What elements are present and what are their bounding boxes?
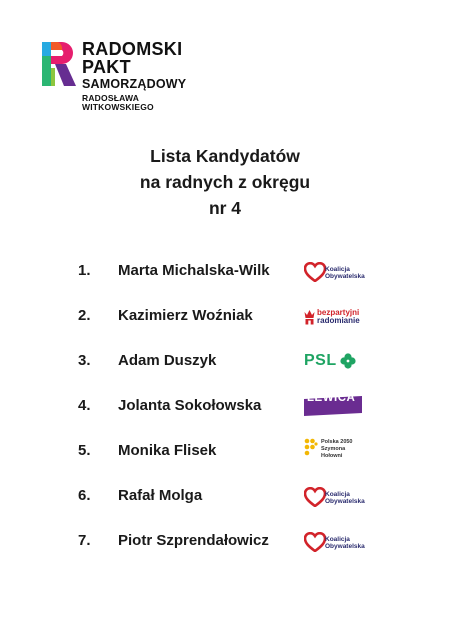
party-logo-psl — [304, 344, 384, 380]
page-title — [0, 143, 450, 221]
party-line-1: Koalicja — [325, 266, 350, 273]
candidate-number: 3. — [78, 352, 91, 369]
logo-line-radoslawa: RADOSŁAWA — [82, 92, 140, 103]
candidate-name: Marta Michalska-Wilk — [118, 262, 270, 279]
candidate-name: Monika Flisek — [118, 442, 217, 459]
party-line-1: Koalicja — [325, 536, 350, 543]
logo-line-witkowskiego: WITKOWSKIEGO — [82, 102, 154, 112]
clover-icon — [340, 353, 356, 369]
candidate-row — [0, 299, 450, 335]
logo-line-radomski: RADOMSKI — [82, 39, 183, 59]
candidate-number: 7. — [78, 532, 91, 549]
lewica-label: LEWICA — [307, 392, 356, 404]
party-line-2: Szymona — [321, 446, 346, 452]
candidate-name: Adam Duszyk — [118, 352, 217, 369]
candidate-row — [0, 344, 450, 380]
candidate-name: Kazimierz Woźniak — [118, 307, 253, 324]
party-logo-lewica — [304, 389, 384, 425]
logo-text — [82, 40, 186, 112]
radomski-pakt-logo — [42, 40, 242, 110]
heart-icon — [304, 487, 326, 507]
party-line-2: radomianie — [317, 316, 360, 325]
party-logo-ko — [304, 479, 384, 515]
party-line-1: bezpartyjni — [317, 308, 360, 317]
dots-icon — [304, 438, 318, 456]
candidate-number: 5. — [78, 442, 91, 459]
candidate-row — [0, 389, 450, 425]
party-line-1: Koalicja — [325, 491, 350, 498]
title-line-1: Lista Kandydatów — [150, 146, 300, 166]
party-line-3: Hołowni — [321, 453, 343, 459]
logo-r-mark-icon — [42, 42, 76, 86]
title-line-2: na radnych z okręgu — [139, 172, 311, 192]
candidate-number: 1. — [78, 262, 91, 279]
party-line-2: Obywatelska — [325, 498, 365, 505]
party-logo-bp — [304, 299, 384, 335]
heart-icon — [304, 262, 326, 282]
title-line-3: nr 4 — [208, 198, 242, 218]
candidate-row — [0, 434, 450, 470]
candidate-row — [0, 479, 450, 515]
party-logo-ko — [304, 254, 384, 290]
candidate-name: Rafał Molga — [118, 487, 203, 504]
logo-line-pakt: PAKT — [82, 57, 131, 77]
crown-icon — [304, 309, 315, 325]
heart-icon — [304, 532, 326, 552]
logo-line-samorzadowy: SAMORZĄDOWY — [82, 77, 187, 91]
party-logo-p2050 — [304, 434, 384, 470]
candidate-number: 6. — [78, 487, 91, 504]
party-logo-ko — [304, 524, 384, 560]
party-line-2: Obywatelska — [325, 273, 365, 280]
party-line-1: Polska 2050 — [321, 439, 353, 445]
candidate-name: Piotr Szprendałowicz — [118, 532, 269, 549]
psl-label: PSL — [304, 352, 337, 369]
candidate-row — [0, 524, 450, 560]
candidate-name: Jolanta Sokołowska — [118, 397, 262, 414]
candidate-number: 4. — [78, 397, 91, 414]
party-line-2: Obywatelska — [325, 543, 365, 550]
candidate-row — [0, 254, 450, 290]
candidate-number: 2. — [78, 307, 91, 324]
